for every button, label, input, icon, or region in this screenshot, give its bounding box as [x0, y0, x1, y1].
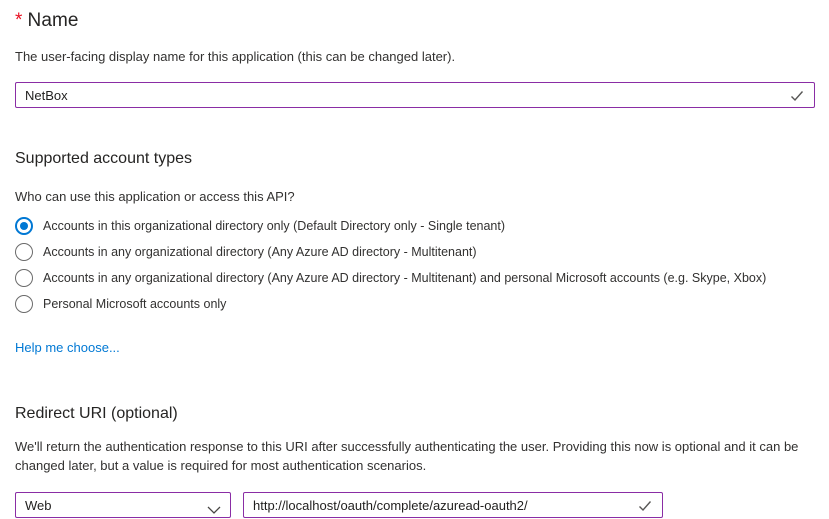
- chevron-down-icon: [207, 502, 221, 517]
- redirect-uri-input[interactable]: [244, 493, 662, 517]
- account-types-radio-group: [15, 213, 815, 317]
- redirect-uri-input-container: [243, 492, 663, 518]
- radio-icon: [15, 217, 33, 235]
- radio-label: Accounts in any organizational directory (Any Azure AD directory - Multitenant) and personal Microsoft accounts (e.g. Skype, Xbox): [43, 271, 767, 285]
- name-input-container: [15, 82, 815, 108]
- name-section: [15, 10, 815, 108]
- platform-select-dropdown[interactable]: [15, 492, 231, 518]
- name-title-text: Name: [27, 10, 79, 31]
- help-me-choose-link[interactable]: Help me choose...: [15, 340, 120, 355]
- radio-label: Accounts in any organizational directory (Any Azure AD directory - Multitenant): [43, 245, 477, 259]
- radio-single-tenant[interactable]: [15, 213, 815, 239]
- radio-icon: [15, 243, 33, 261]
- name-input[interactable]: [16, 83, 814, 107]
- radio-multitenant[interactable]: [15, 239, 815, 265]
- name-section-title: [15, 10, 815, 32]
- account-types-section: [15, 150, 815, 357]
- name-description: The user-facing display name for this application (this can be changed later).: [15, 49, 456, 64]
- radio-icon: [15, 295, 33, 313]
- required-marker: *: [15, 10, 23, 31]
- redirect-uri-section: [15, 405, 815, 518]
- radio-label: Personal Microsoft accounts only: [43, 297, 227, 311]
- radio-personal-only[interactable]: [15, 291, 815, 317]
- account-types-question: Who can use this application or access this API?: [15, 189, 295, 204]
- valid-check-icon: [789, 88, 805, 109]
- radio-label: Accounts in this organizational directory only (Default Directory only - Single tenant): [43, 219, 506, 233]
- radio-icon: [15, 269, 33, 287]
- redirect-uri-description: We'll return the authentication response to this URI after successfully authenticating the user. Providing this now is optional and it can be changed later, but a value is required for most authentication scenarios.: [15, 439, 799, 473]
- redirect-uri-row: [15, 492, 815, 518]
- radio-multitenant-personal[interactable]: [15, 265, 815, 291]
- redirect-uri-title: Redirect URI (optional): [15, 405, 178, 422]
- account-types-title: Supported account types: [15, 150, 193, 167]
- platform-select-value: Web: [25, 497, 52, 513]
